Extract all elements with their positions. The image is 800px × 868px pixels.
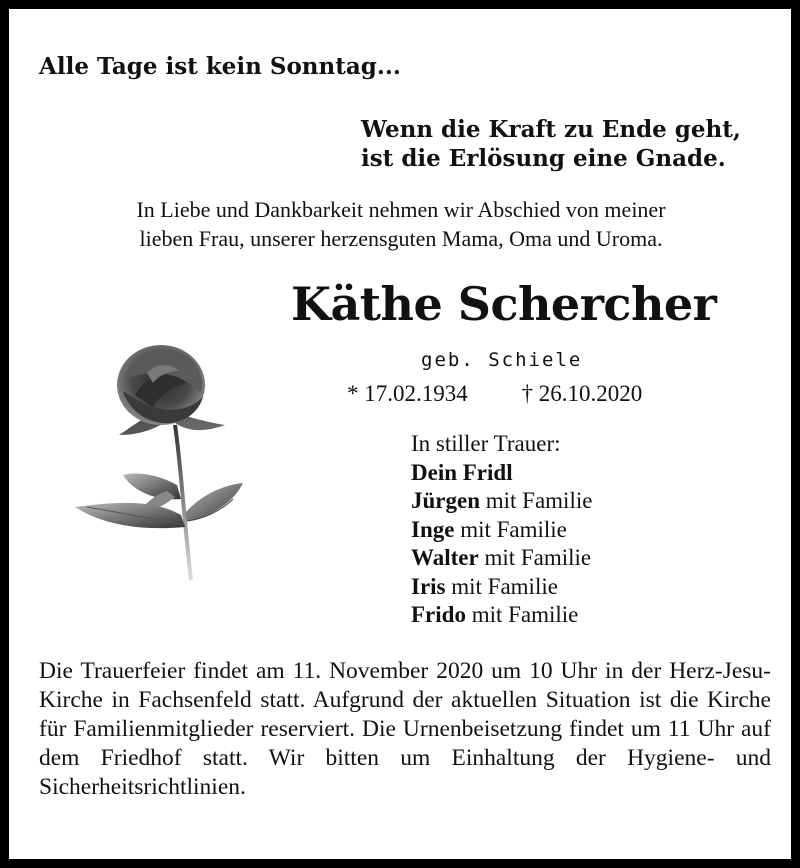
list-item: Inge mit Familie xyxy=(411,516,567,542)
quote-line-2: ist die Erlösung eine Gnade. xyxy=(361,145,726,172)
deceased-name: Käthe Schercher xyxy=(291,277,717,331)
death-date: † 26.10.2020 xyxy=(521,381,643,406)
mourners-list xyxy=(411,430,592,630)
motto-heading: Alle Tage ist kein Sonntag... xyxy=(39,53,401,80)
list-item: Frido mit Familie xyxy=(411,602,579,627)
mourners-heading: In stiller Trauer: xyxy=(411,431,561,456)
list-item: Jürgen mit Familie xyxy=(411,488,593,513)
list-item: Walter mit Familie xyxy=(411,545,592,570)
birth-date: * 17.02.1934 xyxy=(347,381,468,406)
quote-line-1: Wenn die Kraft zu Ende geht, xyxy=(361,116,741,143)
list-item: Dein Fridl xyxy=(411,459,513,485)
funeral-notice: Die Trauerfeier findet am 11. November 2020 um 10 Uhr in der Herz-Jesu-Kirche in Fachsenfeld statt. Aufgrund der aktuellen Situation ist die Kirche für Familienmitglieder reserviert. Die Urnenbeisetzung findet um 11 Uhr auf dem Friedhof statt. Wir bitten um Einhaltung der Hygiene- und Sicherheitsrichtlinien. xyxy=(39,658,771,800)
rose-icon xyxy=(63,335,253,585)
intro-line-2: lieben Frau, unserer herzensguten Mama, Oma und Uroma. xyxy=(139,226,663,251)
quote-block xyxy=(361,115,741,173)
intro-line-1: In Liebe und Dankbarkeit nehmen wir Abschied von meiner xyxy=(136,197,666,222)
birth-name: geb. Schiele xyxy=(421,349,583,371)
list-item: Iris mit Familie xyxy=(411,573,558,599)
intro-text xyxy=(39,195,763,253)
life-dates xyxy=(347,381,642,407)
